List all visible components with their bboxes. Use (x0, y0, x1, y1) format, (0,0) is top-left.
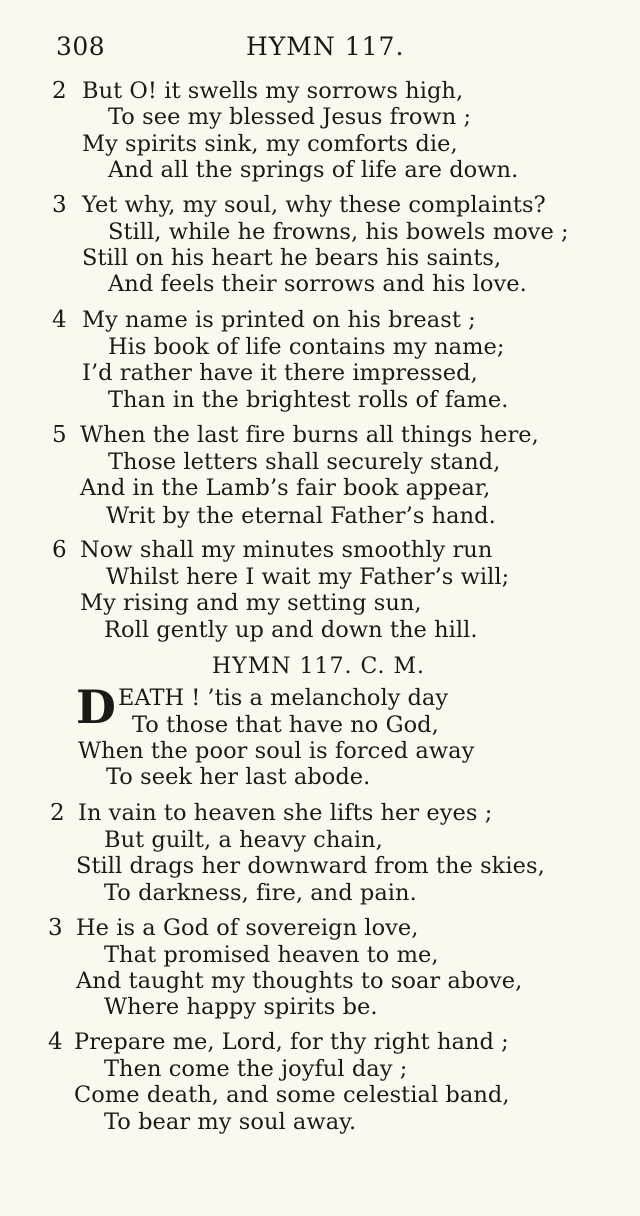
stanza-line: And taught my thoughts to soar above, (76, 968, 523, 994)
stanza-line: EATH ! ’tis a melancholy day (118, 685, 449, 711)
stanza-line: To seek her last abode. (106, 764, 371, 790)
stanza-number: 5 (52, 422, 67, 448)
stanza-line: And in the Lamb’s fair book appear, (80, 475, 491, 501)
stanza-line: Yet why, my soul, why these complaints? (82, 192, 546, 218)
stanza-number: 6 (52, 537, 67, 563)
stanza-line: Come death, and some celestial band, (74, 1082, 510, 1108)
stanza-line: His book of life contains my name; (108, 334, 505, 360)
stanza-line: Writ by the eternal Father’s hand. (106, 503, 496, 529)
stanza-line: Now shall my minutes smoothly run (80, 537, 493, 563)
stanza-line: Still drags her downward from the skies, (76, 853, 545, 879)
stanza-line: To darkness, fire, and pain. (104, 880, 417, 906)
stanza-number: 2 (52, 78, 67, 104)
stanza-line: Still, while he frowns, his bowels move ; (108, 219, 569, 245)
page-number: 308 (56, 32, 106, 61)
stanza-line: Than in the brightest rolls of fame. (108, 387, 509, 413)
stanza-line: Those letters shall securely stand, (108, 449, 501, 475)
hymn-title: HYMN 117. C. M. (212, 654, 426, 679)
stanza-line: But guilt, a heavy chain, (104, 827, 383, 853)
stanza-number: 4 (48, 1029, 63, 1055)
stanza-line: My spirits sink, my comforts die, (82, 131, 458, 157)
stanza-line: My name is printed on his breast ; (82, 307, 476, 333)
drop-cap: D (76, 680, 116, 734)
stanza-line: Roll gently up and down the hill. (104, 617, 478, 643)
stanza-line: Where happy spirits be. (104, 994, 378, 1020)
stanza-line: To those that have no God, (132, 712, 439, 738)
running-title: HYMN 117. (246, 32, 405, 61)
stanza-line: And all the springs of life are down. (108, 157, 519, 183)
stanza-line: Still on his heart he bears his saints, (82, 245, 502, 271)
stanza-line: Then come the joyful day ; (104, 1056, 408, 1082)
stanza-line: He is a God of sovereign love, (76, 915, 419, 941)
stanza-line: Whilst here I wait my Father’s will; (106, 564, 510, 590)
stanza-line: To bear my soul away. (104, 1109, 357, 1135)
stanza-line: And feels their sorrows and his love. (108, 271, 527, 297)
stanza-number: 3 (52, 192, 67, 218)
stanza-number: 2 (50, 800, 65, 826)
page-header (56, 32, 616, 68)
stanza-line: In vain to heaven she lifts her eyes ; (78, 800, 493, 826)
stanza-line: Prepare me, Lord, for thy right hand ; (74, 1029, 509, 1055)
stanza-line: I’d rather have it there impressed, (82, 360, 478, 386)
stanza-number: 3 (48, 915, 63, 941)
stanza-line: When the poor soul is forced away (78, 738, 475, 764)
stanza-line: To see my blessed Jesus frown ; (108, 104, 472, 130)
stanza-line: That promised heaven to me, (104, 942, 439, 968)
stanza-line: When the last fire burns all things here, (80, 422, 539, 448)
stanza-line: My rising and my setting sun, (80, 590, 422, 616)
stanza-line: But O! it swells my sorrows high, (82, 78, 464, 104)
stanza-number: 4 (52, 307, 67, 333)
